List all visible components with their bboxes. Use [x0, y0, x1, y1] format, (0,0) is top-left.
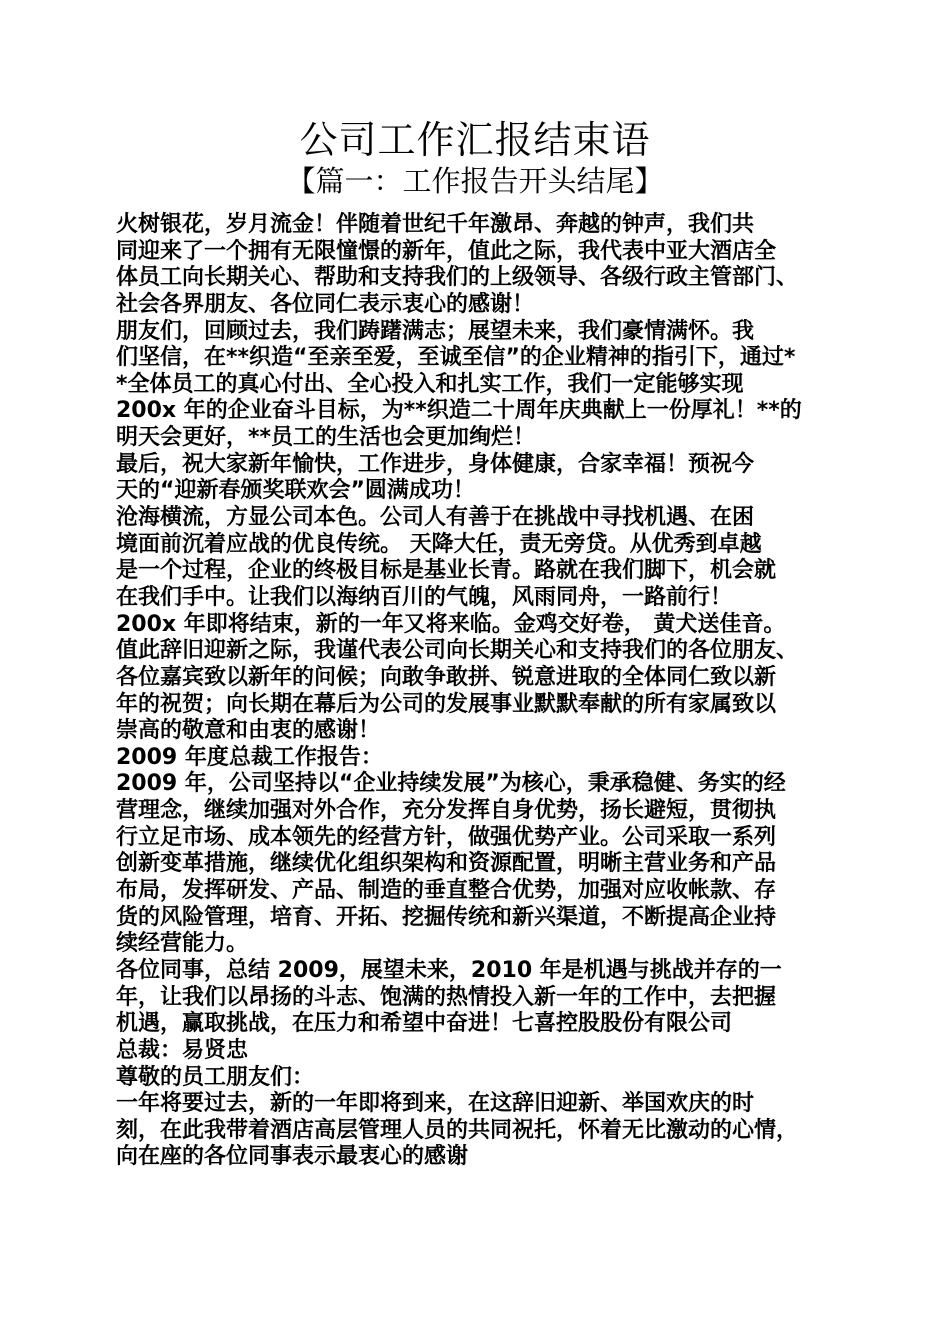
body-text-line: 朋友们，回顾过去，我们踌躇满志；展望未来，我们豪情满怀。我 [116, 318, 755, 344]
body-text-line: 刻，在此我带着酒店高层管理人员的共同祝托，怀着无比激动的心情， [116, 1117, 799, 1143]
document-title: 公司工作汇报结束语 [299, 118, 651, 162]
body-text-line: 沧海横流，方显公司本色。公司人有善于在挑战中寻找机遇、在困 [116, 505, 755, 531]
body-text-line: 行立足市场、成本领先的经营方针，做强优势产业。公司采取一系列 [116, 824, 777, 850]
body-text-line: 创新变革措施，继续优化组织架构和资源配置，明晰主营业务和产品 [116, 851, 777, 877]
body-text-line: 续经营能力。 [116, 931, 249, 957]
body-text-line: 2009 年，公司坚持以“企业持续发展”为核心，秉承稳健、务实的经 [116, 771, 786, 797]
body-text-line: 火树银花，岁月流金！伴随着世纪千年激昂、奔越的钟声，我们共 [116, 212, 755, 237]
body-text-line: 社会各界朋友、各位同仁表示衷心的感谢！ [116, 291, 535, 317]
body-text-line: 们坚信，在**织造“至亲至爱，至诚至信”的企业精神的指引下，通过* [116, 345, 796, 371]
body-text-line: 明天会更好，**员工的生活也会更加绚烂！ [116, 425, 536, 451]
body-text-line: 在我们手中。让我们以海纳百川的气魄，风雨同舟，一路前行！ [116, 584, 733, 610]
body-text-line: 最后，祝大家新年愉快，工作进步，身体健康，合家幸福！预祝今 [116, 451, 755, 477]
body-text-line: 2009 年度总裁工作报告： [116, 744, 383, 770]
body-text-line: 货的风险管理，培育、开拓、挖掘传统和新兴渠道，不断提高企业持 [116, 904, 777, 930]
body-text-line: 是一个过程，企业的终极目标是基业长青。路就在我们脚下，机会就 [116, 558, 777, 584]
document-body [116, 212, 842, 1171]
body-text-line: 天的“迎新春颁奖联欢会”圆满成功！ [116, 478, 475, 504]
body-text-line: 境面前沉着应战的优良传统。 天降大任，责无旁贷。从优秀到卓越 [116, 531, 762, 557]
body-text-line: 200x 年的企业奋斗目标，为**织造二十周年庆典献上一份厚礼！**的 [116, 398, 802, 424]
body-text-line: 崇高的敬意和由衷的感谢！ [116, 718, 381, 744]
body-text-line: 总裁：易贤忠 [116, 1037, 249, 1063]
body-text-line: 各位同事，总结 2009，展望未来，2010 年是机遇与挑战并存的一 [116, 957, 782, 983]
document-subtitle: 【篇一：工作报告开头结尾】 [286, 164, 664, 198]
body-text-line: 年的祝贺；向长期在幕后为公司的发展事业默默奉献的所有家属致以 [116, 691, 777, 717]
body-text-line: *全体员工的真心付出、全心投入和扎实工作，我们一定能够实现 [116, 371, 744, 397]
body-text-line: 营理念，继续加强对外合作，充分发挥自身优势，扬长避短，贯彻执 [116, 798, 777, 824]
body-text-line: 各位嘉宾致以新年的问候；向敢争敢拼、锐意进取的全体同仁致以新 [116, 664, 777, 690]
body-text-line: 一年将要过去，新的一年即将到来，在这辞旧迎新、举国欢庆的时 [116, 1091, 755, 1117]
body-text-line: 体员工向长期关心、帮助和支持我们的上级领导、各级行政主管部门、 [116, 265, 799, 291]
body-text-line: 布局，发挥研发、产品、制造的垂直整合优势，加强对应收帐款、存 [116, 878, 777, 904]
body-text-line: 年，让我们以昂扬的斗志、饱满的热情投入新一年的工作中，去把握 [116, 984, 777, 1010]
body-text-line: 机遇，赢取挑战，在压力和希望中奋进！七喜控股股份有限公司 [116, 1011, 733, 1037]
body-text-line: 值此辞旧迎新之际，我谨代表公司向长期关心和支持我们的各位朋友、 [116, 638, 799, 664]
body-text-line: 尊敬的员工朋友们： [116, 1064, 315, 1090]
body-text-line: 同迎来了一个拥有无限憧憬的新年，值此之际，我代表中亚大酒店全 [116, 238, 777, 264]
body-text-line: 200x 年即将结束，新的一年又将来临。金鸡交好卷， 黄犬送佳音。 [116, 611, 786, 637]
body-text-line: 向在座的各位同事表示最衷心的感谢 [116, 1144, 469, 1170]
